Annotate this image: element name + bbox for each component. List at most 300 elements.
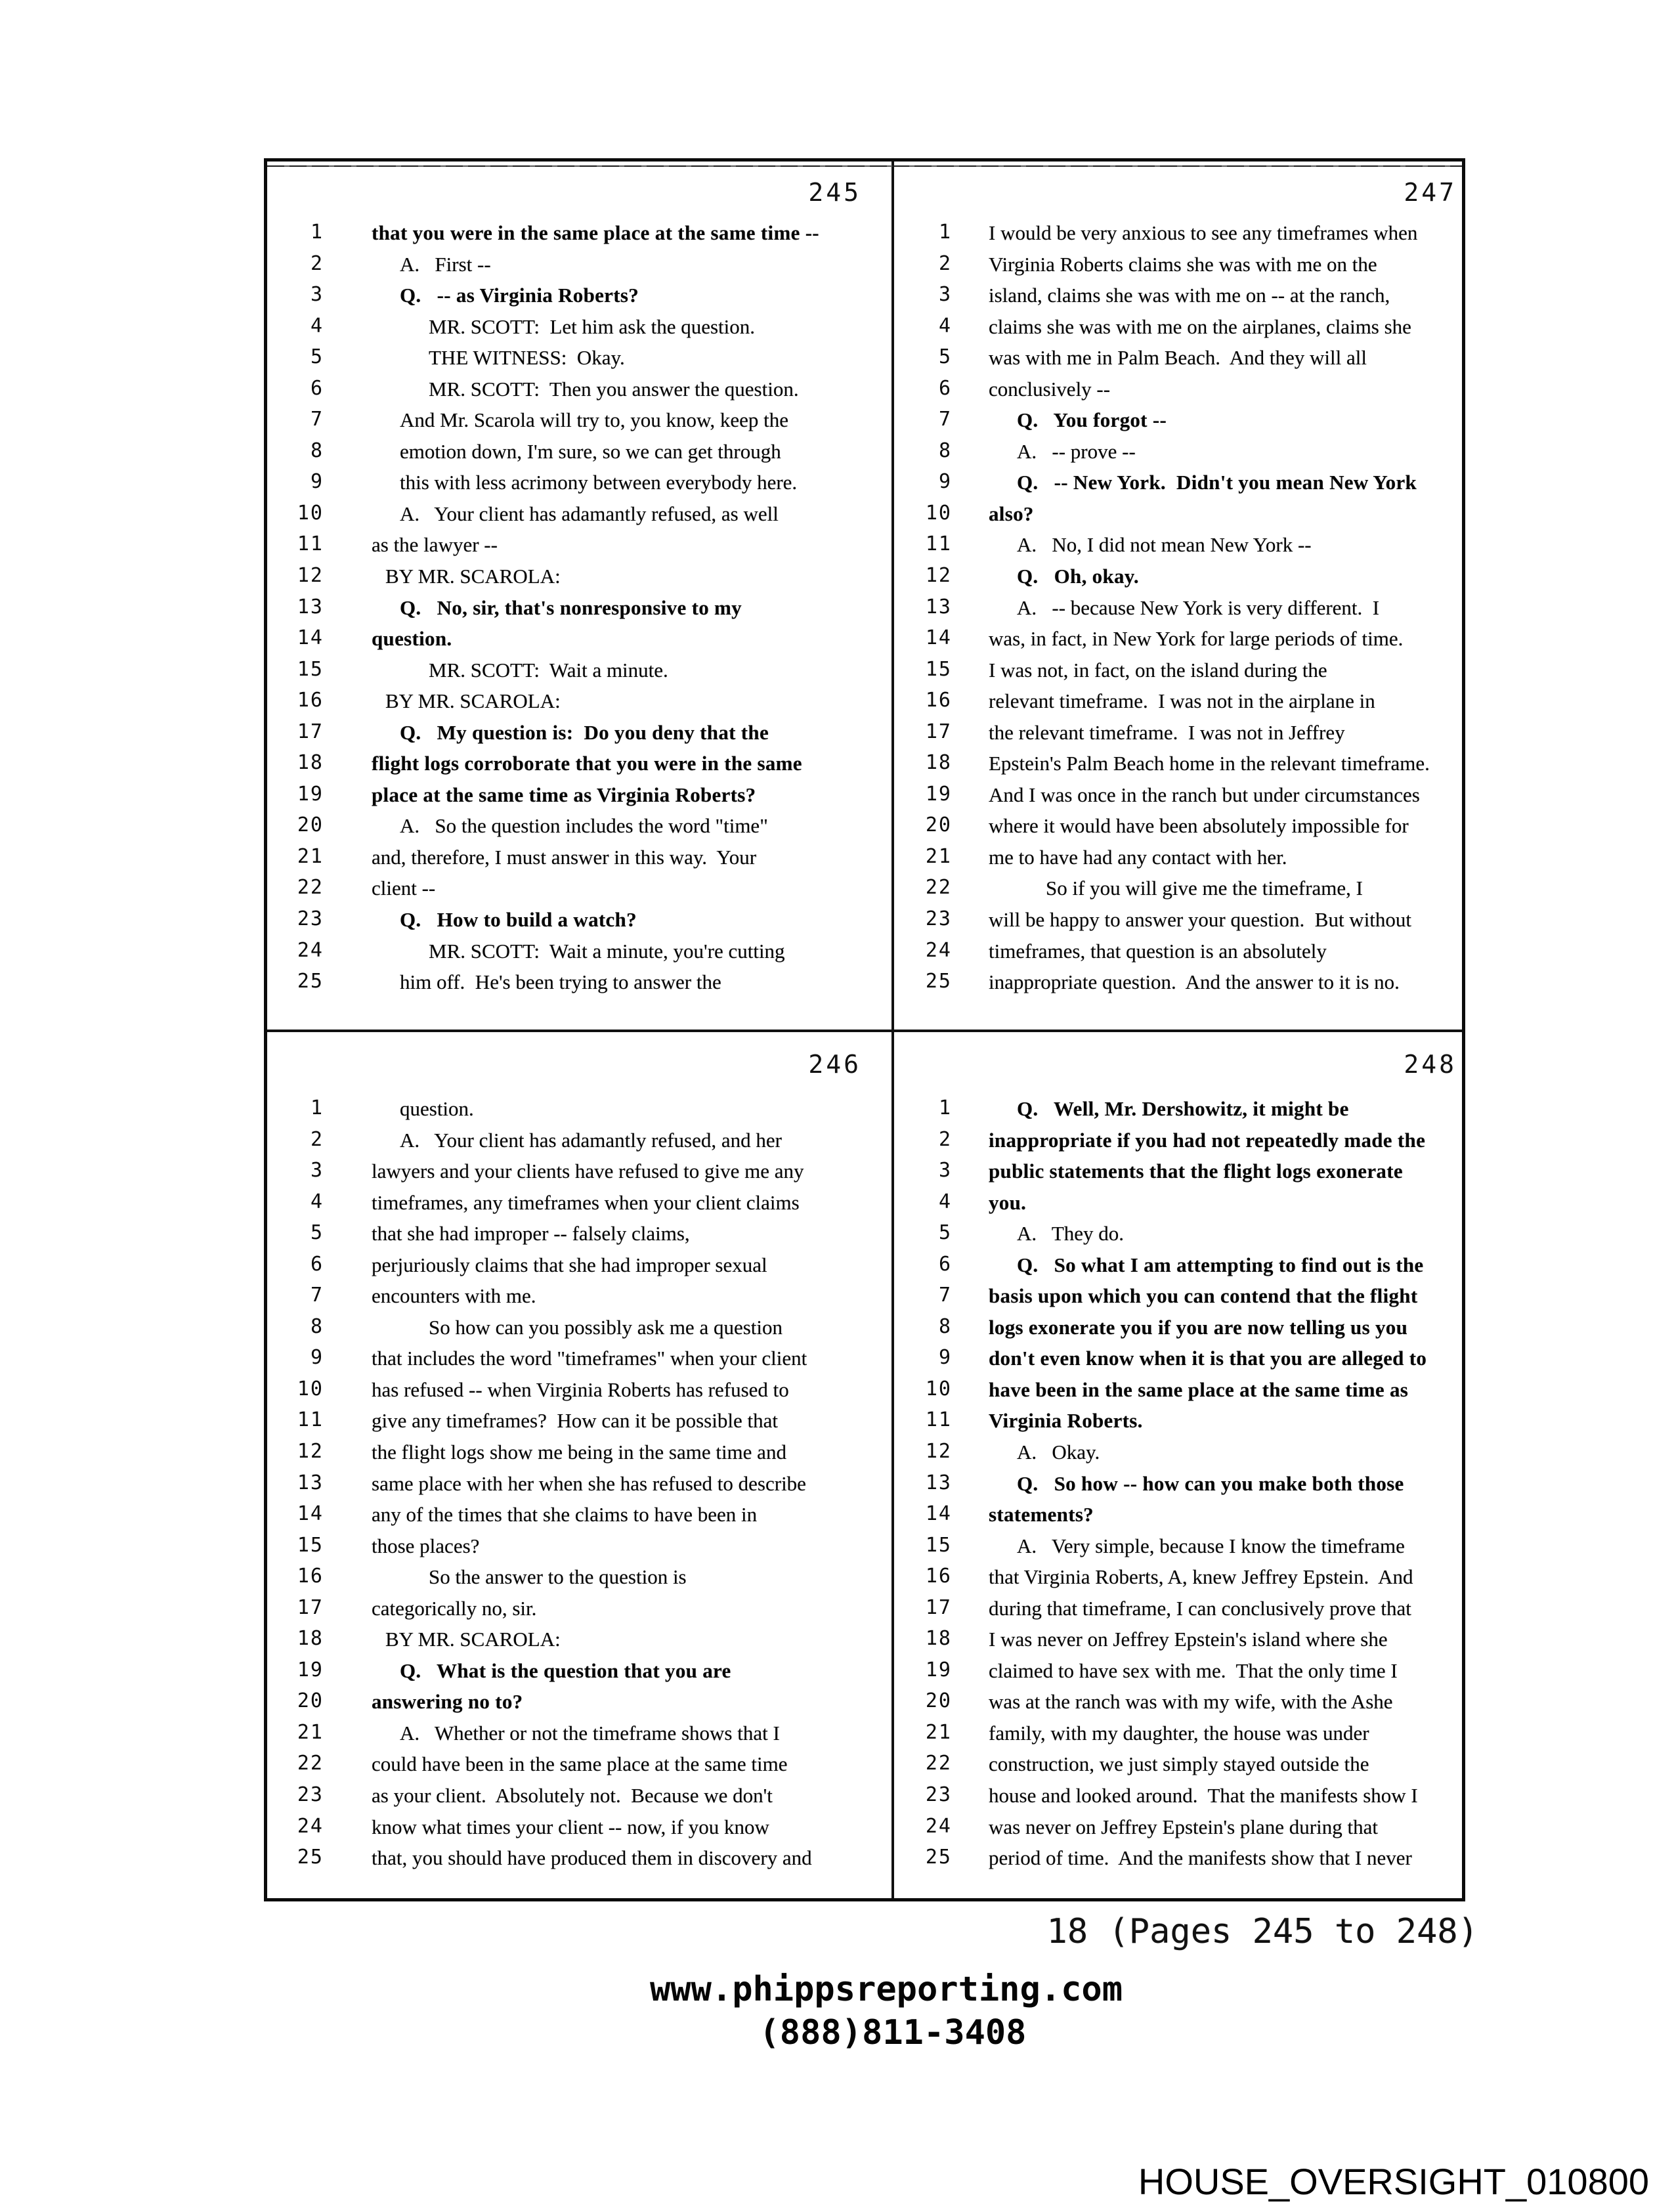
line-text: during that timeframe, I can conclusively prove that bbox=[989, 1596, 1411, 1620]
transcript-line bbox=[267, 531, 891, 563]
transcript-line bbox=[894, 563, 1462, 594]
line-text: flight logs corroborate that you were in the same bbox=[372, 752, 802, 775]
line-number: 20 bbox=[297, 1689, 324, 1713]
line-number: 6 bbox=[310, 1252, 324, 1276]
line-number: 8 bbox=[310, 439, 324, 462]
line-number: 7 bbox=[310, 408, 324, 431]
transcript-line bbox=[894, 1220, 1462, 1251]
transcript-line bbox=[267, 625, 891, 657]
line-text: as your client. Absolutely not. Because we don't bbox=[372, 1784, 773, 1808]
line-text: Q. How to build a watch? bbox=[400, 908, 637, 932]
line-text: that includes the word "timeframes" when your client bbox=[372, 1347, 807, 1370]
transcript-line bbox=[894, 531, 1462, 563]
page-number: 248 bbox=[1404, 1050, 1457, 1079]
line-number: 5 bbox=[310, 345, 324, 369]
transcript-line bbox=[894, 1563, 1462, 1595]
line-text: timeframes, that question is an absolutely bbox=[989, 939, 1327, 963]
line-number: 10 bbox=[297, 1377, 324, 1400]
transcript-line bbox=[267, 812, 891, 844]
line-text: the relevant timeframe. I was not in Jeffrey bbox=[989, 720, 1345, 744]
transcript-line bbox=[894, 1532, 1462, 1564]
line-text: BY MR. SCAROLA: bbox=[385, 565, 561, 588]
line-text: will be happy to answer your question. But without bbox=[989, 908, 1412, 932]
transcript-line bbox=[894, 1251, 1462, 1283]
line-number: 7 bbox=[938, 1284, 952, 1307]
transcript-line bbox=[894, 344, 1462, 376]
line-number: 4 bbox=[310, 1190, 324, 1213]
transcript-line bbox=[267, 344, 891, 376]
transcript-line bbox=[894, 1813, 1462, 1845]
transcript-lines bbox=[894, 1095, 1462, 1876]
line-number: 8 bbox=[938, 439, 952, 462]
transcript-line bbox=[267, 1657, 891, 1689]
transcript-line bbox=[267, 1439, 891, 1470]
line-number: 7 bbox=[310, 1284, 324, 1307]
line-number: 14 bbox=[297, 626, 324, 650]
transcript-line bbox=[267, 1595, 891, 1626]
line-text: MR. SCOTT: Wait a minute. bbox=[429, 658, 668, 682]
line-text: categorically no, sir. bbox=[372, 1596, 537, 1620]
line-text: THE WITNESS: Okay. bbox=[429, 346, 625, 370]
transcript-line bbox=[894, 1345, 1462, 1376]
transcript-line bbox=[267, 687, 891, 719]
line-text: encounters with me. bbox=[372, 1284, 536, 1308]
transcript-line bbox=[267, 1782, 891, 1813]
line-text: family, with my daughter, the house was under bbox=[989, 1721, 1369, 1745]
transcript-line bbox=[894, 750, 1462, 781]
line-text: emotion down, I'm sure, so we can get through bbox=[400, 439, 781, 463]
line-number: 19 bbox=[297, 1658, 324, 1681]
line-number: 25 bbox=[297, 970, 324, 993]
transcript-line bbox=[267, 406, 891, 438]
transcript-line bbox=[267, 251, 891, 282]
line-number: 13 bbox=[925, 1471, 952, 1494]
transcript-line bbox=[894, 313, 1462, 345]
line-text: has refused -- when Virginia Roberts has refused to bbox=[372, 1377, 789, 1401]
transcript-line bbox=[894, 968, 1462, 1000]
transcript-line bbox=[894, 219, 1462, 251]
line-number: 3 bbox=[310, 283, 324, 307]
transcript-line bbox=[267, 1220, 891, 1251]
line-number: 15 bbox=[925, 657, 952, 681]
transcript-line bbox=[267, 594, 891, 626]
transcript-line bbox=[267, 781, 891, 813]
line-text: Q. Well, Mr. Dershowitz, it might be bbox=[1017, 1097, 1349, 1120]
line-number: 14 bbox=[925, 1502, 952, 1526]
transcript-line bbox=[894, 1782, 1462, 1813]
line-number: 2 bbox=[938, 1127, 952, 1151]
line-text: MR. SCOTT: Let him ask the question. bbox=[429, 314, 756, 338]
line-text: give any timeframes? How can it be possible that bbox=[372, 1409, 778, 1433]
line-number: 4 bbox=[310, 314, 324, 337]
line-text: that Virginia Roberts, A, knew Jeffrey Epstein. And bbox=[989, 1565, 1413, 1589]
line-number: 1 bbox=[310, 221, 324, 244]
transcript-line bbox=[894, 594, 1462, 626]
transcript-line bbox=[267, 1376, 891, 1408]
line-number: 12 bbox=[297, 564, 324, 588]
line-text: period of time. And the manifests show that I never bbox=[989, 1846, 1412, 1870]
line-number: 9 bbox=[938, 470, 952, 494]
transcript-line bbox=[267, 1501, 891, 1532]
transcript-line bbox=[267, 1127, 891, 1158]
line-text: that, you should have produced them in discovery and bbox=[372, 1846, 812, 1870]
transcript-line bbox=[894, 1844, 1462, 1876]
line-text: BY MR. SCAROLA: bbox=[385, 689, 561, 713]
line-number: 17 bbox=[925, 1595, 952, 1619]
line-number: 18 bbox=[297, 751, 324, 775]
line-number: 14 bbox=[297, 1502, 324, 1526]
line-text: Q. My question is: Do you deny that the bbox=[400, 720, 769, 744]
transcript-line bbox=[894, 812, 1462, 844]
transcript-line bbox=[267, 1314, 891, 1345]
line-number: 12 bbox=[297, 1440, 324, 1464]
line-number: 13 bbox=[925, 595, 952, 618]
transcript-line bbox=[894, 376, 1462, 407]
line-text: And Mr. Scarola will try to, you know, keep the bbox=[400, 408, 789, 432]
reporter-website: www.phippsreporting.com bbox=[649, 1970, 1123, 2009]
line-text: Q. -- New York. Didn't you mean New York bbox=[1017, 471, 1417, 494]
line-number: 12 bbox=[925, 1440, 952, 1464]
line-number: 17 bbox=[925, 720, 952, 743]
line-number: 2 bbox=[938, 251, 952, 275]
line-number: 21 bbox=[297, 1720, 324, 1744]
line-text: have been in the same place at the same time as bbox=[989, 1377, 1409, 1401]
line-text: was with me in Palm Beach. And they will all bbox=[989, 346, 1367, 370]
line-number: 5 bbox=[310, 1221, 324, 1245]
line-text: inappropriate if you had not repeatedly made the bbox=[989, 1128, 1426, 1152]
line-number: 13 bbox=[297, 1471, 324, 1494]
line-text: don't even know when it is that you are alleged to bbox=[989, 1347, 1427, 1370]
line-text: And I was once in the ranch but under circumstances bbox=[989, 783, 1420, 806]
line-text: Epstein's Palm Beach home in the relevant timeframe. bbox=[989, 752, 1430, 775]
transcript-line bbox=[267, 500, 891, 532]
transcript-lines bbox=[267, 219, 891, 1000]
line-text: as the lawyer -- bbox=[372, 533, 498, 557]
transcript-line bbox=[894, 1189, 1462, 1221]
transcript-line bbox=[267, 1407, 891, 1439]
transcript-line bbox=[894, 687, 1462, 719]
transcript-line bbox=[894, 906, 1462, 938]
line-text: Q. No, sir, that's nonresponsive to my bbox=[400, 596, 742, 619]
line-number: 4 bbox=[938, 1190, 952, 1213]
transcript-line bbox=[267, 1251, 891, 1283]
line-number: 14 bbox=[925, 626, 952, 650]
line-number: 11 bbox=[925, 1408, 952, 1432]
line-number: 19 bbox=[925, 1658, 952, 1681]
line-number: 16 bbox=[297, 689, 324, 712]
transcript-line bbox=[894, 1407, 1462, 1439]
line-text: those places? bbox=[372, 1534, 480, 1557]
line-number: 16 bbox=[925, 689, 952, 712]
transcript-line bbox=[894, 1657, 1462, 1689]
line-text: A. -- because New York is very different. I bbox=[1017, 596, 1380, 619]
line-number: 18 bbox=[925, 1627, 952, 1651]
line-number: 10 bbox=[925, 501, 952, 525]
line-number: 5 bbox=[938, 345, 952, 369]
line-number: 3 bbox=[938, 1159, 952, 1182]
transcript-line bbox=[267, 875, 891, 906]
line-text: where it would have been absolutely impossible for bbox=[989, 814, 1409, 838]
line-text: that you were in the same place at the same time -- bbox=[372, 221, 819, 244]
line-text: Q. So what I am attempting to find out is the bbox=[1017, 1253, 1424, 1276]
line-text: MR. SCOTT: Then you answer the question. bbox=[429, 377, 799, 401]
transcript-line bbox=[894, 406, 1462, 438]
line-number: 20 bbox=[925, 813, 952, 837]
line-number: 23 bbox=[925, 907, 952, 931]
line-number: 23 bbox=[297, 907, 324, 931]
transcript-line bbox=[894, 719, 1462, 750]
line-number: 22 bbox=[297, 876, 324, 900]
transcript-line bbox=[267, 1844, 891, 1876]
line-text: was at the ranch was with my wife, with the Ashe bbox=[989, 1690, 1393, 1714]
transcript-line bbox=[267, 657, 891, 688]
line-text: A. Okay. bbox=[1017, 1441, 1100, 1464]
line-text: perjuriously claims that she had improper sexual bbox=[372, 1253, 767, 1276]
line-number: 1 bbox=[938, 1096, 952, 1119]
line-number: 3 bbox=[938, 283, 952, 307]
transcript-lines bbox=[894, 219, 1462, 1000]
line-number: 3 bbox=[310, 1159, 324, 1182]
transcript-line bbox=[267, 1532, 891, 1564]
transcript-line bbox=[267, 1189, 891, 1221]
line-number: 15 bbox=[297, 1533, 324, 1557]
line-text: question. bbox=[400, 1097, 474, 1120]
line-number: 13 bbox=[297, 595, 324, 618]
line-number: 22 bbox=[925, 1752, 952, 1775]
line-number: 11 bbox=[297, 1408, 324, 1432]
line-text: Q. You forgot -- bbox=[1017, 408, 1167, 432]
line-text: I was not, in fact, on the island during the bbox=[989, 658, 1327, 682]
page-number: 247 bbox=[1404, 178, 1457, 207]
transcript-grid-box bbox=[264, 158, 1465, 1901]
line-text: claims she was with me on the airplanes, claims she bbox=[989, 314, 1411, 338]
line-number: 2 bbox=[310, 1127, 324, 1151]
line-number: 25 bbox=[297, 1846, 324, 1869]
line-text: Virginia Roberts. bbox=[989, 1409, 1143, 1433]
line-number: 1 bbox=[310, 1096, 324, 1119]
line-number: 21 bbox=[925, 1720, 952, 1744]
transcript-line bbox=[894, 1470, 1462, 1502]
line-text: answering no to? bbox=[372, 1690, 523, 1714]
transcript-line bbox=[894, 500, 1462, 532]
transcript-line bbox=[267, 1813, 891, 1845]
transcript-line bbox=[894, 844, 1462, 875]
line-text: house and looked around. That the manifests show I bbox=[989, 1784, 1418, 1808]
line-text: you. bbox=[989, 1190, 1027, 1214]
line-number: 5 bbox=[938, 1221, 952, 1245]
line-number: 4 bbox=[938, 314, 952, 337]
line-text: Virginia Roberts claims she was with me on the bbox=[989, 252, 1377, 276]
transcript-line bbox=[894, 1501, 1462, 1532]
line-text: claimed to have sex with me. That the only time I bbox=[989, 1659, 1398, 1682]
line-text: Q. Oh, okay. bbox=[1017, 565, 1139, 588]
transcript-line bbox=[894, 1439, 1462, 1470]
transcript-line bbox=[267, 719, 891, 750]
line-number: 12 bbox=[925, 564, 952, 588]
line-text: me to have had any contact with her. bbox=[989, 845, 1287, 869]
line-text: A. Very simple, because I know the timeframe bbox=[1017, 1534, 1405, 1557]
line-number: 8 bbox=[938, 1314, 952, 1338]
transcript-line bbox=[894, 469, 1462, 500]
line-text: So how can you possibly ask me a question bbox=[429, 1315, 783, 1339]
line-number: 25 bbox=[925, 970, 952, 993]
line-number: 11 bbox=[297, 532, 324, 556]
line-number: 6 bbox=[938, 1252, 952, 1276]
line-number: 24 bbox=[297, 938, 324, 962]
line-text: could have been in the same place at the same time bbox=[372, 1752, 788, 1776]
line-text: A. -- prove -- bbox=[1017, 439, 1136, 463]
line-number: 10 bbox=[925, 1377, 952, 1400]
transcript-line bbox=[894, 282, 1462, 313]
line-number: 25 bbox=[925, 1846, 952, 1869]
line-text: So if you will give me the timeframe, I bbox=[1046, 877, 1363, 900]
line-number: 11 bbox=[925, 532, 952, 556]
transcript-line bbox=[894, 251, 1462, 282]
transcript-line bbox=[267, 219, 891, 251]
transcript-line bbox=[267, 968, 891, 1000]
line-text: any of the times that she claims to have been in bbox=[372, 1503, 758, 1527]
line-text: also? bbox=[989, 502, 1034, 525]
line-number: 1 bbox=[938, 221, 952, 244]
line-text: was, in fact, in New York for large periods of time. bbox=[989, 627, 1404, 651]
line-text: construction, we just simply stayed outside the bbox=[989, 1752, 1369, 1776]
line-number: 10 bbox=[297, 501, 324, 525]
transcript-page-248 bbox=[894, 1032, 1462, 1898]
line-text: BY MR. SCAROLA: bbox=[385, 1628, 561, 1651]
line-number: 21 bbox=[925, 844, 952, 868]
transcript-line bbox=[267, 1750, 891, 1782]
line-text: Q. -- as Virginia Roberts? bbox=[400, 284, 639, 307]
line-number: 23 bbox=[297, 1783, 324, 1807]
transcript-line bbox=[894, 1376, 1462, 1408]
line-number: 22 bbox=[925, 876, 952, 900]
sheet-page-range: 18 (Pages 245 to 248) bbox=[1046, 1912, 1478, 1951]
transcript-line bbox=[894, 625, 1462, 657]
transcript-line bbox=[894, 781, 1462, 813]
line-number: 20 bbox=[925, 1689, 952, 1713]
bates-number: HOUSE_OVERSIGHT_010800 bbox=[1138, 2161, 1649, 2202]
line-number: 15 bbox=[297, 657, 324, 681]
line-text: Q. What is the question that you are bbox=[400, 1659, 731, 1682]
line-text: A. Whether or not the timeframe shows that I bbox=[400, 1721, 780, 1745]
line-text: inappropriate question. And the answer to it is no. bbox=[989, 970, 1400, 994]
line-number: 21 bbox=[297, 844, 324, 868]
transcript-line bbox=[267, 469, 891, 500]
transcript-line bbox=[267, 750, 891, 781]
page-number: 245 bbox=[808, 178, 861, 207]
line-text: place at the same time as Virginia Roberts? bbox=[372, 783, 756, 806]
transcript-line bbox=[267, 906, 891, 938]
transcript-line bbox=[267, 1345, 891, 1376]
transcript-line bbox=[267, 438, 891, 469]
line-number: 17 bbox=[297, 1595, 324, 1619]
line-text: A. They do. bbox=[1017, 1222, 1125, 1246]
line-text: logs exonerate you if you are now telling us you bbox=[989, 1315, 1408, 1339]
transcript-line bbox=[894, 1158, 1462, 1189]
line-text: I would be very anxious to see any timeframes when bbox=[989, 221, 1418, 244]
transcript-line bbox=[267, 938, 891, 969]
line-text: A. First -- bbox=[400, 252, 491, 276]
transcript-line bbox=[267, 1470, 891, 1502]
line-text: know what times your client -- now, if you know bbox=[372, 1815, 769, 1838]
line-text: same place with her when she has refused to describe bbox=[372, 1471, 806, 1495]
reporter-phone: (888)811-3408 bbox=[759, 2013, 1027, 2052]
transcript-line bbox=[267, 1095, 891, 1127]
transcript-line bbox=[894, 875, 1462, 906]
line-number: 19 bbox=[297, 782, 324, 806]
transcript-line bbox=[894, 438, 1462, 469]
line-number: 24 bbox=[925, 938, 952, 962]
transcript-line bbox=[267, 1158, 891, 1189]
line-number: 6 bbox=[310, 376, 324, 400]
line-text: island, claims she was with me on -- at the ranch, bbox=[989, 284, 1390, 307]
line-text: Q. So how -- how can you make both those bbox=[1017, 1471, 1404, 1495]
line-text: A. Your client has adamantly refused, and her bbox=[400, 1128, 782, 1152]
line-number: 22 bbox=[297, 1752, 324, 1775]
line-number: 20 bbox=[297, 813, 324, 837]
transcript-line bbox=[894, 1626, 1462, 1657]
transcript-line bbox=[894, 938, 1462, 969]
transcript-page-246 bbox=[267, 1032, 891, 1898]
line-text: A. So the question includes the word "time" bbox=[400, 814, 768, 838]
transcript-line bbox=[894, 1282, 1462, 1314]
line-number: 6 bbox=[938, 376, 952, 400]
transcript-page-245 bbox=[267, 162, 891, 1030]
transcript-line bbox=[267, 1626, 891, 1657]
transcript-line bbox=[267, 376, 891, 407]
line-text: basis upon which you can contend that the flight bbox=[989, 1284, 1418, 1308]
line-number: 9 bbox=[310, 1346, 324, 1370]
line-number: 2 bbox=[310, 251, 324, 275]
line-text: public statements that the flight logs exonerate bbox=[989, 1160, 1403, 1183]
transcript-page-247 bbox=[894, 162, 1462, 1030]
transcript-line bbox=[894, 657, 1462, 688]
line-number: 15 bbox=[925, 1533, 952, 1557]
line-number: 17 bbox=[297, 720, 324, 743]
line-text: client -- bbox=[372, 877, 436, 900]
line-text: I was never on Jeffrey Epstein's island where she bbox=[989, 1628, 1388, 1651]
transcript-line bbox=[267, 1563, 891, 1595]
line-number: 18 bbox=[297, 1627, 324, 1651]
line-text: So the answer to the question is bbox=[429, 1565, 687, 1589]
line-text: lawyers and your clients have refused to give me any bbox=[372, 1160, 804, 1183]
transcript-line bbox=[267, 1688, 891, 1720]
line-number: 23 bbox=[925, 1783, 952, 1807]
line-text: the flight logs show me being in the same time and bbox=[372, 1441, 786, 1464]
transcript-line bbox=[894, 1314, 1462, 1345]
transcript-lines bbox=[267, 1095, 891, 1876]
transcript-line bbox=[894, 1720, 1462, 1751]
transcript-line bbox=[894, 1127, 1462, 1158]
line-text: A. Your client has adamantly refused, as well bbox=[400, 502, 779, 525]
transcript-line bbox=[267, 313, 891, 345]
line-number: 16 bbox=[297, 1565, 324, 1588]
line-number: 24 bbox=[297, 1814, 324, 1838]
line-text: was never on Jeffrey Epstein's plane during that bbox=[989, 1815, 1378, 1838]
line-number: 19 bbox=[925, 782, 952, 806]
transcript-line bbox=[894, 1750, 1462, 1782]
line-text: A. No, I did not mean New York -- bbox=[1017, 533, 1312, 557]
line-text: conclusively -- bbox=[989, 377, 1111, 401]
transcript-line bbox=[267, 844, 891, 875]
line-text: question. bbox=[372, 627, 452, 651]
transcript-line bbox=[894, 1595, 1462, 1626]
line-text: him off. He's been trying to answer the bbox=[400, 970, 721, 994]
line-text: MR. SCOTT: Wait a minute, you're cutting bbox=[429, 939, 785, 963]
line-text: that she had improper -- falsely claims, bbox=[372, 1222, 690, 1246]
line-number: 9 bbox=[938, 1346, 952, 1370]
line-text: and, therefore, I must answer in this way. Your bbox=[372, 845, 757, 869]
